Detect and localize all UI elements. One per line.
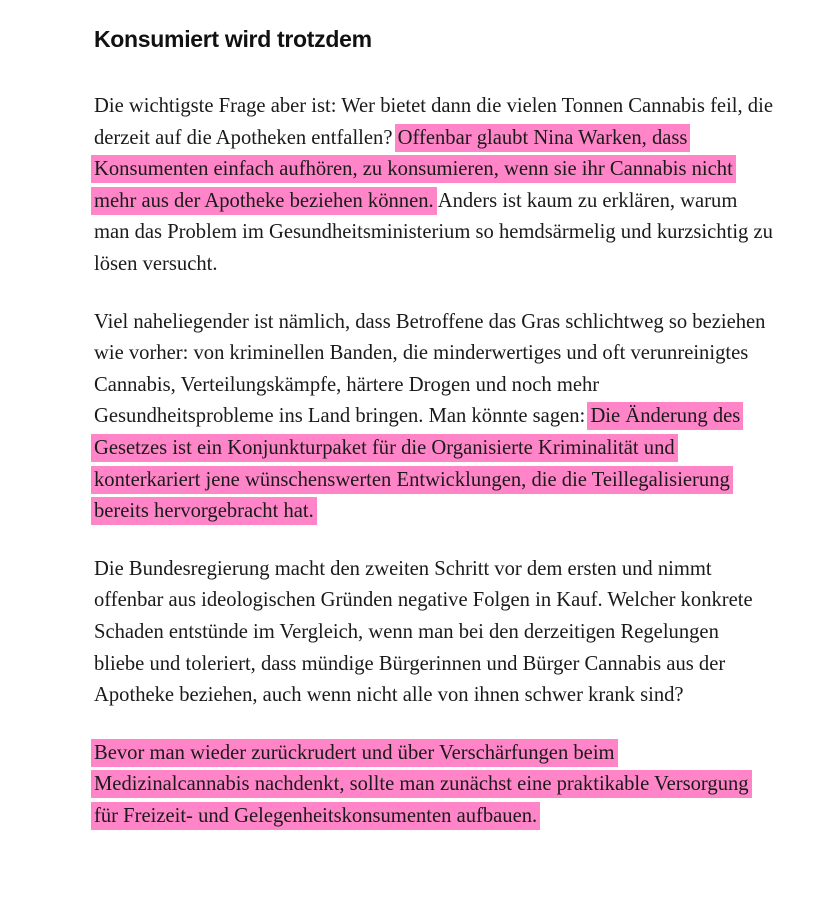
paragraph-2-highlight: Die Änderung des Gesetzes ist ein Konjunkturpaket für die Organisierte Kriminalität und konterkariert jene wünschenswerten Entwicklungen, die die Teillegalisierung bereits hervorgebracht hat. [94, 405, 741, 523]
paragraph-1-text: Die wichtigste Frage aber ist: Wer bietet dann die vielen Tonnen Cannabis feil, die derzeit auf die Apotheken entfallen? [94, 95, 773, 149]
paragraph-3-text: Die Bundesregierung macht den zweiten Schritt vor dem ersten und nimmt offenbar aus ideologischen Gründen negative Folgen in Kauf. Welcher konkrete Schaden entstünde im Vergleich, wenn man bei den derzeitigen Regelungen bliebe und toleriert, dass mündige Bürgerinnen und Bürger Cannabis aus der Apotheke beziehen, auch wenn nicht alle von ihnen schwer krank sind? [94, 557, 753, 707]
paragraph-1 [94, 91, 774, 281]
section-heading: Konsumiert wird trotzdem [94, 26, 372, 52]
paragraph-1-highlight: Offenbar glaubt Nina Warken, dass Konsumenten einfach aufhören, zu konsumieren, wenn sie ihr Cannabis nicht mehr aus der Apotheke beziehen können. [94, 126, 733, 212]
paragraph-2-text: Viel naheliegender ist nämlich, dass Betroffene das Gras schlichtweg so beziehen wie vorher: von kriminellen Banden, die minderwertiges und oft verunreinigtes Cannabis, Verteilungskämpfe, härtere Drogen und noch mehr Gesundheitsprobleme ins Land bringen. Man könnte sagen: [94, 310, 766, 428]
paragraph-2 [94, 307, 774, 528]
paragraph-3 [94, 554, 774, 712]
paragraph-4 [94, 738, 774, 833]
paragraph-4-highlight: Bevor man wieder zurückrudert und über Verschärfungen beim Medizinalcannabis nachdenkt, sollte man zunächst eine praktikable Versorgung für Freizeit- und Gelegenheitskonsumenten aufbauen. [94, 741, 749, 827]
article-body [94, 22, 774, 858]
paragraph-1-continuation: Anders ist kaum zu erklären, warum man das Problem im Gesundheitsministerium so hemdsärmelig und kurzsichtig zu lösen versucht. [94, 189, 773, 275]
